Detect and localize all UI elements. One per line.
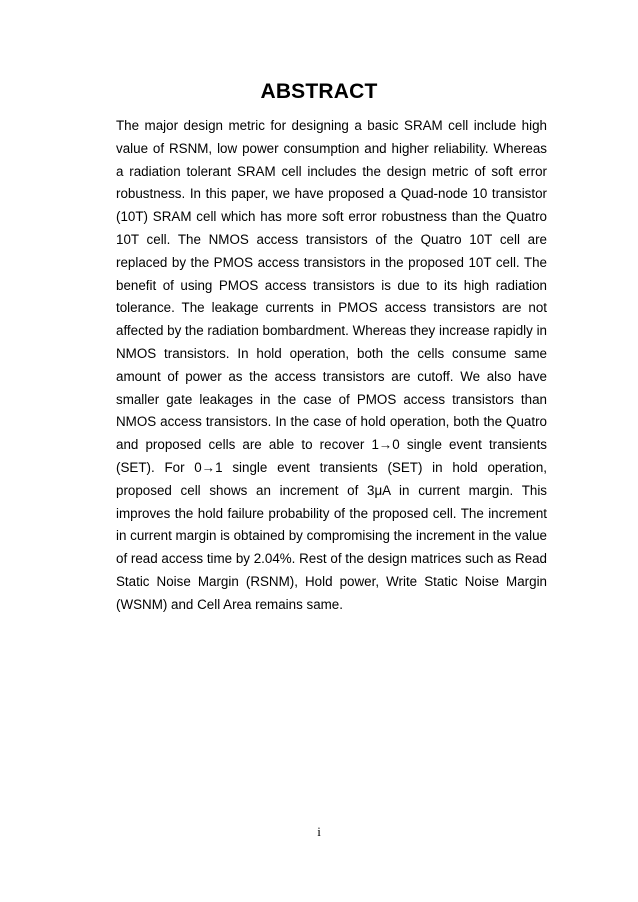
page-number: i — [317, 824, 321, 839]
abstract-paragraph: The major design metric for designing a basic SRAM cell include high value of RSNM, low power consumption and higher reliability. Whereas a radiation tolerant SRAM cell includes the design metric of soft error robustness. In this paper, we have proposed a Quad-node 10 transistor (10T) SRAM cell which has more soft error robustness than the Quatro 10T cell. The NMOS access transistors of the Quatro 10T cell are replaced by the PMOS access transistors in the proposed 10T cell. The benefit of using PMOS access transistors is due to its high radiation tolerance. The leakage currents in PMOS access transistors are not affected by the radiation bombardment. Whereas they increase rapidly in NMOS transistors. In hold operation, both the cells consume same amount of power as the access transistors are cutoff. We also have smaller gate leakages in the case of PMOS access transistors than NMOS access transistors. In the case of hold operation, both the Quatro and proposed cells are able to recover 1→0 single event transients (SET). For 0→1 single event transients (SET) in hold operation, proposed cell shows an increment of 3μA in current margin. This improves the hold failure probability of the proposed cell. The increment in current margin is obtained by compromising the increment in the value of read access time by 2.04%. Rest of the design matrices such as Read Static Noise Margin (RSNM), Hold power, Write Static Noise Margin (WSNM) and Cell Area remains same. — [116, 118, 547, 612]
page-title: ABSTRACT — [260, 80, 378, 103]
